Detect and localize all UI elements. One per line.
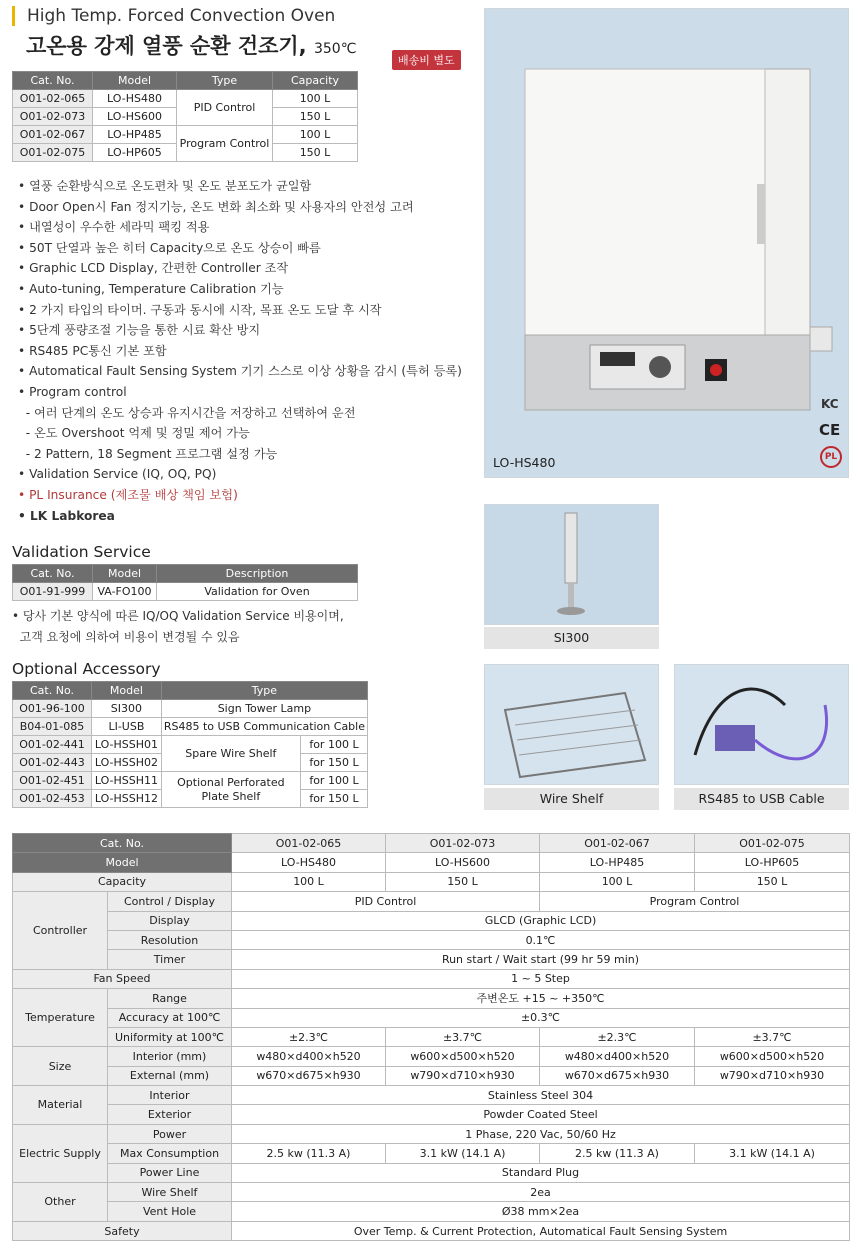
note-line: • 당사 기본 양식에 따른 IQ/OQ Validation Service 비용이며, bbox=[12, 609, 344, 623]
accessory-title: Optional Accessory bbox=[12, 660, 161, 678]
cell: ±0.3℃ bbox=[232, 1008, 850, 1027]
cell: 100 L bbox=[273, 90, 358, 108]
spec-label: Accuracy at 100℃ bbox=[108, 1008, 232, 1027]
feature: • Door Open시 Fan 정지기능, 온도 변화 최소화 및 사용자의 안전성 고려 bbox=[18, 199, 414, 214]
title-ko-text: 고온용 강제 열풍 순환 건조기, bbox=[26, 34, 307, 58]
cell: for 150 L bbox=[300, 790, 367, 808]
spec-label: Model bbox=[13, 853, 232, 872]
cell: w790×d710×h930 bbox=[386, 1066, 540, 1085]
oven-caption: LO-HS480 bbox=[493, 455, 556, 470]
cell: O01-96-100 bbox=[13, 700, 92, 718]
feature: • Program control bbox=[18, 384, 127, 399]
feature: • Auto-tuning, Temperature Calibration 기능 bbox=[18, 281, 284, 296]
rs485-caption: RS485 to USB Cable bbox=[674, 788, 849, 810]
cell: O01-02-451 bbox=[13, 772, 92, 790]
spec-label: Control / Display bbox=[108, 892, 232, 911]
lk-labkorea: • LK Labkorea bbox=[18, 508, 115, 523]
th: Description bbox=[157, 565, 358, 583]
cell: O01-02-067 bbox=[540, 834, 695, 853]
cell: w670×d675×h930 bbox=[540, 1066, 695, 1085]
cell: ±3.7℃ bbox=[386, 1027, 540, 1046]
accessory-table bbox=[12, 681, 368, 808]
spec-label: Exterior bbox=[108, 1105, 232, 1124]
spec-label: Range bbox=[108, 989, 232, 1008]
feature: • 2 가지 타입의 타이머. 구동과 동시에 시작, 목표 온도 도달 후 시작 bbox=[18, 302, 382, 317]
oven-image bbox=[485, 9, 850, 479]
cell: Program Control bbox=[177, 126, 273, 162]
feature: • 50T 단열과 높은 히터 Capacity으로 온도 상승이 빠름 bbox=[18, 240, 321, 255]
cell: O01-02-073 bbox=[13, 108, 93, 126]
spec-group: Controller bbox=[13, 892, 108, 970]
feature: • 열풍 순환방식으로 온도편차 및 온도 분포도가 균일함 bbox=[18, 179, 312, 193]
note-line: 고객 요청에 의하여 비용이 변경될 수 있음 bbox=[12, 630, 240, 644]
cell: LO-HS480 bbox=[93, 90, 177, 108]
cell: O01-91-999 bbox=[13, 583, 93, 601]
spec-label: Timer bbox=[108, 950, 232, 969]
cell: LO-HSSH01 bbox=[92, 736, 162, 754]
ce-mark: CE bbox=[819, 421, 841, 439]
th-capacity: Capacity bbox=[273, 72, 358, 90]
cell: PID Control bbox=[177, 90, 273, 126]
feature: - 온도 Overshoot 억제 및 정밀 제어 가능 bbox=[18, 426, 250, 441]
spec-group: Size bbox=[13, 1047, 108, 1086]
th-type: Type bbox=[177, 72, 273, 90]
cell: LO-HS480 bbox=[232, 853, 386, 872]
cell: LO-HSSH12 bbox=[92, 790, 162, 808]
spec-label: Power Line bbox=[108, 1163, 232, 1182]
th: Model bbox=[93, 565, 157, 583]
spec-label: External (mm) bbox=[108, 1066, 232, 1085]
cell: Powder Coated Steel bbox=[232, 1105, 850, 1124]
cell: 주변온도 +15 ~ +350℃ bbox=[232, 989, 850, 1008]
cell: 0.1℃ bbox=[232, 930, 850, 949]
cell: LO-HS600 bbox=[93, 108, 177, 126]
cell: O01-02-443 bbox=[13, 754, 92, 772]
cell: for 100 L bbox=[300, 736, 367, 754]
cell: w600×d500×h520 bbox=[695, 1047, 850, 1066]
cell-line: Optional Perforated bbox=[177, 775, 285, 789]
spec-label: Uniformity at 100℃ bbox=[108, 1027, 232, 1046]
cell: O01-02-073 bbox=[386, 834, 540, 853]
cell: O01-02-067 bbox=[13, 126, 93, 144]
cell: w480×d400×h520 bbox=[232, 1047, 386, 1066]
cell: O01-02-065 bbox=[13, 90, 93, 108]
spec-label: Interior (mm) bbox=[108, 1047, 232, 1066]
cell: w480×d400×h520 bbox=[540, 1047, 695, 1066]
th-catno: Cat. No. bbox=[13, 72, 93, 90]
cell: RS485 to USB Communication Cable bbox=[161, 718, 367, 736]
cell: 3.1 kW (14.1 A) bbox=[695, 1144, 850, 1163]
cell: w670×d675×h930 bbox=[232, 1066, 386, 1085]
pl-insurance: • PL Insurance (제조물 배상 책임 보험) bbox=[18, 487, 238, 502]
cell: O01-02-441 bbox=[13, 736, 92, 754]
spec-group: Temperature bbox=[13, 989, 108, 1047]
cell: Program Control bbox=[540, 892, 850, 911]
cell: B04-01-085 bbox=[13, 718, 92, 736]
cell: 2ea bbox=[232, 1183, 850, 1202]
spec-label: Safety bbox=[13, 1221, 232, 1240]
cell: Sign Tower Lamp bbox=[161, 700, 367, 718]
cell: Spare Wire Shelf bbox=[161, 736, 300, 772]
cell: ±2.3℃ bbox=[540, 1027, 695, 1046]
spec-label: Resolution bbox=[108, 930, 232, 949]
cell: Ø38 mm×2ea bbox=[232, 1202, 850, 1221]
spec-label: Max Consumption bbox=[108, 1144, 232, 1163]
shipping-badge: 배송비 별도 bbox=[392, 50, 461, 70]
cell: 3.1 kW (14.1 A) bbox=[386, 1144, 540, 1163]
feature: - 2 Pattern, 18 Segment 프로그램 설정 가능 bbox=[18, 446, 278, 461]
th: Cat. No. bbox=[13, 682, 92, 700]
wire-shelf-photo bbox=[484, 664, 659, 785]
cell: 150 L bbox=[386, 872, 540, 891]
cell: 150 L bbox=[273, 108, 358, 126]
feature: • 내열성이 우수한 세라믹 팩킹 적용 bbox=[18, 220, 210, 235]
tower-lamp-image bbox=[485, 505, 660, 626]
cell: VA-FO100 bbox=[93, 583, 157, 601]
cell: w600×d500×h520 bbox=[386, 1047, 540, 1066]
spec-label: Fan Speed bbox=[13, 969, 232, 988]
cell-line: Plate Shelf bbox=[201, 789, 261, 803]
cell: 2.5 kw (11.3 A) bbox=[232, 1144, 386, 1163]
spec-label: Power bbox=[108, 1124, 232, 1143]
wire-shelf-image bbox=[485, 665, 660, 786]
cell: O01-02-065 bbox=[232, 834, 386, 853]
feature: - 여러 단계의 온도 상승과 유지시간을 저장하고 선택하여 운전 bbox=[18, 405, 356, 420]
kc-mark: KC bbox=[821, 397, 839, 411]
cell: 1 Phase, 220 Vac, 50/60 Hz bbox=[232, 1124, 850, 1143]
cell: GLCD (Graphic LCD) bbox=[232, 911, 850, 930]
cell: LO-HP605 bbox=[695, 853, 850, 872]
cell: Run start / Wait start (99 hr 59 min) bbox=[232, 950, 850, 969]
oven-photo bbox=[484, 8, 849, 478]
wire-shelf-caption: Wire Shelf bbox=[484, 788, 659, 810]
cell: LO-HS600 bbox=[386, 853, 540, 872]
cell: Stainless Steel 304 bbox=[232, 1086, 850, 1105]
spec-label: Display bbox=[108, 911, 232, 930]
si300-caption: SI300 bbox=[484, 627, 659, 649]
cell: O01-02-075 bbox=[13, 144, 93, 162]
cell: ±3.7℃ bbox=[695, 1027, 850, 1046]
feature: • Graphic LCD Display, 간편한 Controller 조작 bbox=[18, 261, 289, 276]
spec-table bbox=[12, 833, 850, 1241]
cell: O01-02-453 bbox=[13, 790, 92, 808]
cell: LI-USB bbox=[92, 718, 162, 736]
validation-table bbox=[12, 564, 358, 601]
cell: LO-HP485 bbox=[93, 126, 177, 144]
cell: LO-HP485 bbox=[540, 853, 695, 872]
spec-group: Electric Supply bbox=[13, 1124, 108, 1182]
cell: 1 ~ 5 Step bbox=[232, 969, 850, 988]
validation-note bbox=[12, 606, 344, 648]
spec-label: Interior bbox=[108, 1086, 232, 1105]
spec-label: Capacity bbox=[13, 872, 232, 891]
th: Type bbox=[161, 682, 367, 700]
cell: SI300 bbox=[92, 700, 162, 718]
cell: Validation for Oven bbox=[157, 583, 358, 601]
title-ko bbox=[26, 30, 356, 60]
cell: PID Control bbox=[232, 892, 540, 911]
cell: 150 L bbox=[273, 144, 358, 162]
cell: w790×d710×h930 bbox=[695, 1066, 850, 1085]
cell: 100 L bbox=[232, 872, 386, 891]
cell: Over Temp. & Current Protection, Automatical Fault Sensing System bbox=[232, 1221, 850, 1240]
feature: • Validation Service (IQ, OQ, PQ) bbox=[18, 467, 217, 482]
cell: 2.5 kw (11.3 A) bbox=[540, 1144, 695, 1163]
spec-group: Other bbox=[13, 1183, 108, 1222]
si300-photo bbox=[484, 504, 659, 625]
cell: Standard Plug bbox=[232, 1163, 850, 1182]
rs485-photo bbox=[674, 664, 849, 785]
title-temp: 350℃ bbox=[313, 41, 357, 57]
usb-cable-image bbox=[675, 665, 850, 786]
cell: 150 L bbox=[695, 872, 850, 891]
model-table bbox=[12, 71, 358, 162]
spec-label: Wire Shelf bbox=[108, 1183, 232, 1202]
th: Model bbox=[92, 682, 162, 700]
feature: • Automatical Fault Sensing System 기기 스스로 이상 상황을 감시 (특허 등록) bbox=[18, 364, 462, 379]
feature-list bbox=[18, 176, 462, 526]
th: Cat. No. bbox=[13, 565, 93, 583]
cell: O01-02-075 bbox=[695, 834, 850, 853]
cell: LO-HSSH02 bbox=[92, 754, 162, 772]
cell: for 150 L bbox=[300, 754, 367, 772]
spec-group: Material bbox=[13, 1086, 108, 1125]
cell bbox=[161, 772, 300, 808]
feature: • RS485 PC통신 기본 포함 bbox=[18, 343, 167, 358]
validation-title: Validation Service bbox=[12, 543, 151, 561]
title-en: High Temp. Forced Convection Oven bbox=[12, 6, 335, 26]
cell: ±2.3℃ bbox=[232, 1027, 386, 1046]
cell: for 100 L bbox=[300, 772, 367, 790]
th-model: Model bbox=[93, 72, 177, 90]
spec-label: Cat. No. bbox=[13, 834, 232, 853]
cell: LO-HSSH11 bbox=[92, 772, 162, 790]
pl-mark: PL bbox=[820, 446, 842, 468]
cell: LO-HP605 bbox=[93, 144, 177, 162]
cell: 100 L bbox=[273, 126, 358, 144]
cell: 100 L bbox=[540, 872, 695, 891]
feature: • 5단계 풍량조절 기능을 통한 시료 확산 방지 bbox=[18, 323, 261, 338]
spec-label: Vent Hole bbox=[108, 1202, 232, 1221]
